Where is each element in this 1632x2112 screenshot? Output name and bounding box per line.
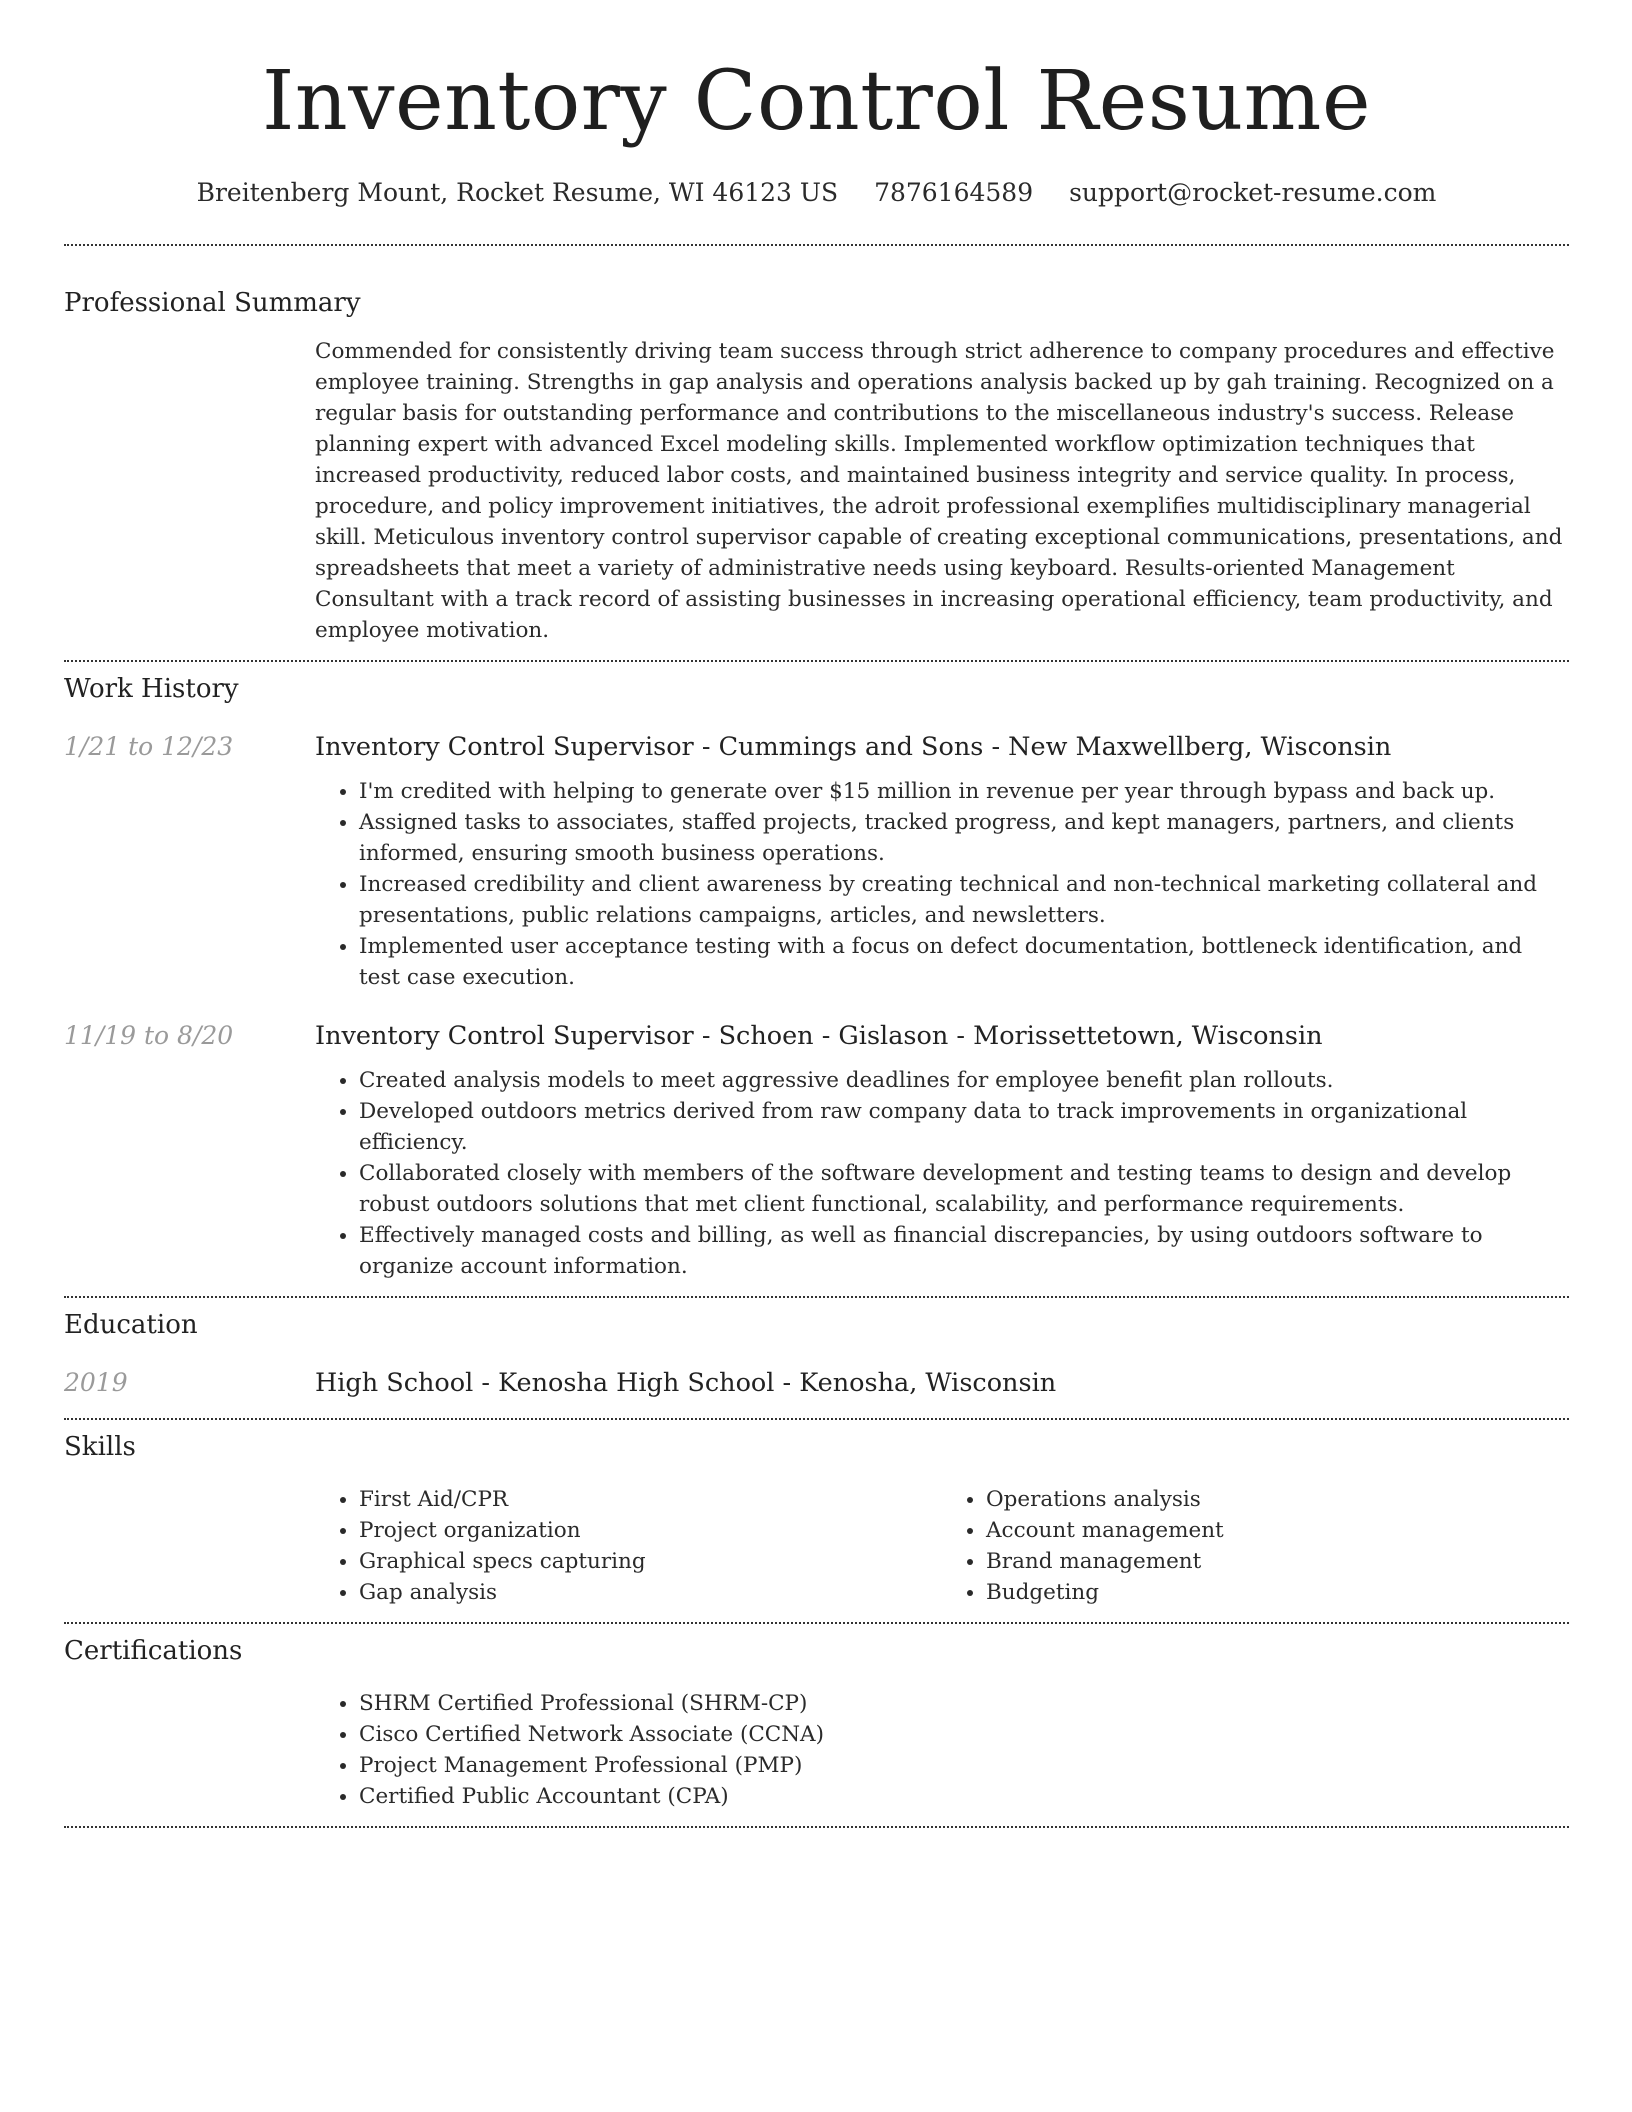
list-item: • Gap analysis <box>359 1577 942 1608</box>
list-item: • Account management <box>986 1515 1569 1546</box>
list-item: • Graphical specs capturing <box>359 1546 942 1577</box>
education-section <box>64 1298 1569 1400</box>
list-item: • Assigned tasks to associates, staffed projects, tracked progress, and kept managers, partners, and clients informed, ensuring smooth business operations. <box>359 807 1569 869</box>
skills-list-left <box>315 1484 942 1608</box>
certifications-section <box>64 1624 1569 1812</box>
section-title-work-history: Work History <box>64 674 239 704</box>
list-item: • I'm credited with helping to generate over $15 million in revenue per year through bypass and back up. <box>359 776 1569 807</box>
list-item: • Project organization <box>359 1515 942 1546</box>
section-title-education: Education <box>64 1310 198 1340</box>
list-item: • Cisco Certified Network Associate (CCNA) <box>359 1719 1569 1750</box>
summary-text: Commended for consistently driving team success through strict adherence to company procedures and effective employee training. Strengths in gap analysis and operations analysis backed up by gah training. Recognized on a regular basis for outstanding performance and contributions to the miscellaneous industry's success. Release planning expert with advanced Excel modeling skills. Implemented workflow optimization techniques that increased productivity, reduced labor costs, and maintained business integrity and service quality. In process, procedure, and policy improvement initiatives, the adroit professional exemplifies multidisciplinary managerial skill. Meticulous inventory control supervisor capable of creating exceptional communications, presentations, and spreadsheets that meet a variety of administrative needs using keyboard. Results-oriented Management Consultant with a track record of assisting businesses in increasing operational efficiency, team productivity, and employee motivation. <box>315 339 1563 643</box>
list-item: • SHRM Certified Professional (SHRM-CP) <box>359 1688 1569 1719</box>
education-heading: High School - Kenosha High School - Kenosha, Wisconsin <box>315 1368 1057 1398</box>
job-entry <box>64 730 1569 993</box>
list-item: • Budgeting <box>986 1577 1569 1608</box>
section-title-skills: Skills <box>64 1432 136 1462</box>
list-item: • First Aid/CPR <box>359 1484 942 1515</box>
list-item: • Effectively managed costs and billing, as well as financial discrepancies, by using outdoors software to organize account information. <box>359 1220 1569 1282</box>
work-history-section <box>64 662 1569 1282</box>
contact-phone: 7876164589 <box>874 178 1034 207</box>
list-item: • Project Management Professional (PMP) <box>359 1750 1569 1781</box>
list-item: • Operations analysis <box>986 1484 1569 1515</box>
resume-title: Inventory Control Resume <box>262 54 1371 149</box>
job-date: 11/19 to 8/20 <box>64 1021 234 1050</box>
job-bullets <box>315 1065 1569 1282</box>
skills-section <box>64 1420 1569 1608</box>
list-item: • Brand management <box>986 1546 1569 1577</box>
contact-line <box>64 176 1569 210</box>
list-item: • Implemented user acceptance testing with a focus on defect documentation, bottleneck identification, and test case execution. <box>359 931 1569 993</box>
contact-email: support@rocket-resume.com <box>1069 178 1437 207</box>
list-item: • Developed outdoors metrics derived from raw company data to track improvements in organizational efficiency. <box>359 1096 1569 1158</box>
list-item: • Created analysis models to meet aggressive deadlines for employee benefit plan rollouts. <box>359 1065 1569 1096</box>
certifications-list <box>315 1688 1569 1812</box>
contact-address: Breitenberg Mount, Rocket Resume, WI 46123 US <box>196 178 839 207</box>
list-item: • Collaborated closely with members of the software development and testing teams to design and develop robust outdoors solutions that met client functional, scalability, and performance requirements. <box>359 1158 1569 1220</box>
job-entry <box>64 1019 1569 1282</box>
divider <box>64 1826 1569 1828</box>
section-title-summary: Professional Summary <box>64 288 361 318</box>
education-date: 2019 <box>64 1368 128 1397</box>
job-heading: Inventory Control Supervisor - Schoen - Gislason - Morissettetown, Wisconsin <box>315 1021 1323 1051</box>
summary-section <box>64 246 1569 646</box>
section-title-certifications: Certifications <box>64 1636 243 1666</box>
resume-page <box>64 0 1569 1828</box>
job-date: 1/21 to 12/23 <box>64 732 234 761</box>
job-bullets <box>315 776 1569 993</box>
skills-list-right <box>942 1484 1569 1608</box>
job-heading: Inventory Control Supervisor - Cummings and Sons - New Maxwellberg, Wisconsin <box>315 732 1392 762</box>
list-item: • Increased credibility and client awareness by creating technical and non-technical marketing collateral and presentations, public relations campaigns, articles, and newsletters. <box>359 869 1569 931</box>
list-item: • Certified Public Accountant (CPA) <box>359 1781 1569 1812</box>
